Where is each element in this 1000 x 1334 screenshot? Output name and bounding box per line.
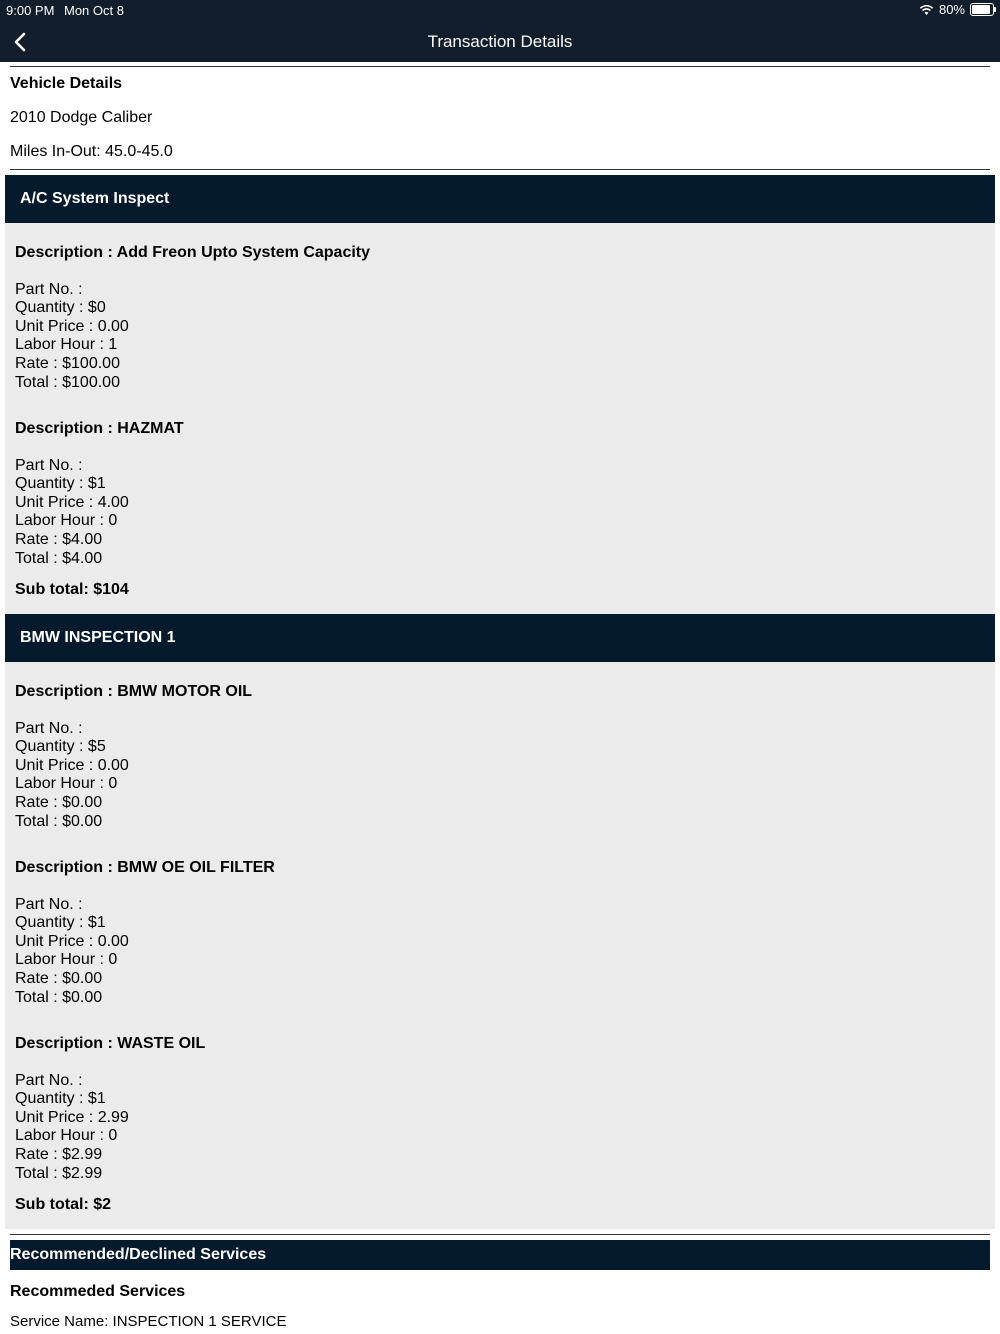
item-part-no: Part No. : — [15, 895, 83, 913]
item-rate: Rate : $0.00 — [15, 969, 103, 987]
service-section-ac — [5, 175, 995, 614]
item-description: Description : Add Freon Upto System Capacity — [15, 244, 371, 261]
item-quantity: Quantity : $1 — [15, 914, 106, 932]
item-rate: Rate : $2.99 — [15, 1145, 103, 1163]
item-labor-hour: Labor Hour : 0 — [15, 775, 118, 793]
item-unit-price: Unit Price : 0.00 — [15, 932, 129, 950]
item-labor-hour: Labor Hour : 0 — [15, 951, 118, 969]
item-quantity: Quantity : $5 — [15, 738, 106, 756]
recommended-declined-header: Recommended/Declined Services — [10, 1240, 990, 1270]
item-total: Total : $0.00 — [15, 812, 103, 830]
item-description: Description : HAZMAT — [15, 420, 184, 437]
item-part-no: Part No. : — [15, 1071, 83, 1089]
section-header: BMW INSPECTION 1 — [5, 614, 995, 662]
status-date: Mon Oct 8 — [64, 3, 124, 18]
section-subtotal: Sub total: $2 — [15, 1196, 112, 1213]
item-total: Total : $4.00 — [15, 549, 103, 567]
wifi-icon — [919, 4, 934, 16]
item-unit-price: Unit Price : 0.00 — [15, 756, 129, 774]
item-labor-hour: Labor Hour : 0 — [15, 512, 118, 530]
item-unit-price: Unit Price : 0.00 — [15, 317, 129, 335]
item-description: Description : BMW OE OIL FILTER — [15, 859, 275, 876]
item-unit-price: Unit Price : 2.99 — [15, 1108, 129, 1126]
battery-percent: 80% — [938, 2, 965, 17]
item-rate: Rate : $4.00 — [15, 530, 103, 548]
item-rate: Rate : $100.00 — [15, 354, 120, 372]
item-description: Description : BMW MOTOR OIL — [15, 683, 253, 700]
line-item — [15, 859, 275, 1007]
line-item — [15, 244, 370, 392]
item-total: Total : $2.99 — [15, 1164, 103, 1182]
divider — [10, 169, 990, 170]
line-item — [15, 420, 184, 568]
service-section-bmw — [5, 614, 995, 1229]
item-part-no: Part No. : — [15, 456, 83, 474]
page-title: Transaction Details — [427, 32, 573, 51]
line-item — [15, 1035, 205, 1183]
item-quantity: Quantity : $1 — [15, 1090, 106, 1108]
item-part-no: Part No. : — [15, 280, 83, 298]
divider — [10, 1234, 990, 1235]
navigation-bar — [0, 22, 1000, 62]
item-labor-hour: Labor Hour : 1 — [15, 336, 118, 354]
vehicle-details-heading: Vehicle Details — [10, 75, 123, 92]
service-name: Service Name: INSPECTION 1 SERVICE — [10, 1313, 287, 1330]
item-unit-price: Unit Price : 4.00 — [15, 493, 129, 511]
section-header: A/C System Inspect — [5, 175, 995, 223]
recommended-services-heading: Recommeded Services — [10, 1283, 186, 1300]
item-quantity: Quantity : $1 — [15, 475, 106, 493]
item-total: Total : $0.00 — [15, 988, 103, 1006]
status-time: 9:00 PM — [6, 3, 55, 18]
item-labor-hour: Labor Hour : 0 — [15, 1127, 118, 1145]
item-rate: Rate : $0.00 — [15, 793, 103, 811]
status-indicators — [919, 2, 994, 17]
item-total: Total : $100.00 — [15, 373, 120, 391]
vehicle-miles: Miles In-Out: 45.0-45.0 — [10, 143, 173, 160]
divider — [10, 66, 990, 67]
line-item — [15, 683, 252, 831]
battery-icon — [970, 3, 994, 16]
item-description: Description : WASTE OIL — [15, 1035, 206, 1052]
item-part-no: Part No. : — [15, 719, 83, 737]
item-quantity: Quantity : $0 — [15, 299, 106, 317]
section-subtotal: Sub total: $104 — [15, 581, 129, 598]
status-bar — [0, 0, 1000, 22]
vehicle-model: 2010 Dodge Caliber — [10, 109, 153, 126]
